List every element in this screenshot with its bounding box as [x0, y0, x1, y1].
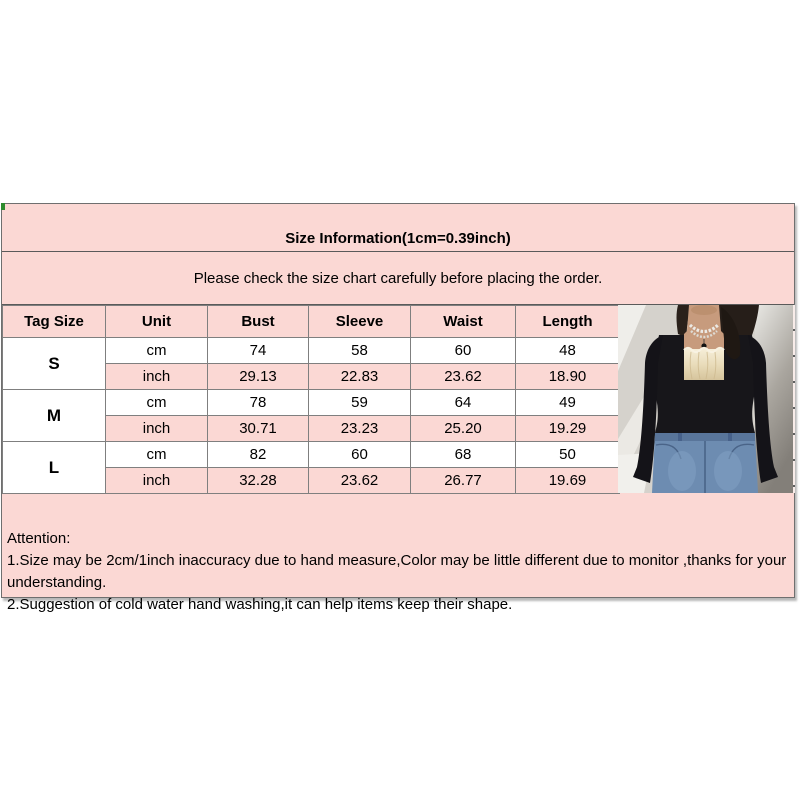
sheet-subtitle: Please check the size chart carefully before placing the order.: [2, 253, 794, 305]
size-label-s: S: [3, 338, 106, 390]
grid-edge-ticks: [793, 305, 795, 493]
unit-label: inch: [106, 468, 208, 494]
measurement-value: 23.62: [411, 364, 516, 390]
attention-heading: Attention:: [7, 530, 71, 547]
measurement-value: 48: [516, 338, 620, 364]
col-header-tag-size: Tag Size: [3, 306, 106, 338]
col-header-bust: Bust: [208, 306, 309, 338]
unit-label: cm: [106, 442, 208, 468]
jeans-waistband: [655, 433, 755, 441]
measurement-value: 60: [309, 442, 411, 468]
col-header-sleeve: Sleeve: [309, 306, 411, 338]
measurement-value: 23.23: [309, 416, 411, 442]
attention-section: [2, 493, 794, 613]
jeans-highlight: [668, 451, 696, 491]
sheet-title: Size Information(1cm=0.39inch): [2, 204, 794, 252]
measurement-value: 78: [208, 390, 309, 416]
col-header-unit: Unit: [106, 306, 208, 338]
measurement-value: 49: [516, 390, 620, 416]
measurement-value: 18.90: [516, 364, 620, 390]
measurement-value: 29.13: [208, 364, 309, 390]
measurement-value: 23.62: [309, 468, 411, 494]
measurement-value: 74: [208, 338, 309, 364]
belt-loop: [728, 433, 732, 441]
product-photo-illustration: [618, 305, 793, 493]
measurement-value: 58: [309, 338, 411, 364]
measurement-value: 64: [411, 390, 516, 416]
measurement-value: 68: [411, 442, 516, 468]
measurement-value: 50: [516, 442, 620, 468]
measurement-value: 32.28: [208, 468, 309, 494]
size-table: [2, 305, 620, 494]
unit-label: inch: [106, 416, 208, 442]
belt-loop: [678, 433, 682, 441]
measurement-value: 82: [208, 442, 309, 468]
measurement-value: 26.77: [411, 468, 516, 494]
attention-note-1: 1.Size may be 2cm/1inch inaccuracy due to hand measure,Color may be little different due to monitor ,thanks for your understanding.: [7, 552, 787, 591]
measurement-value: 25.20: [411, 416, 516, 442]
attention-note-2: 2.Suggestion of cold water hand washing,it can help items keep their shape.: [7, 596, 513, 613]
measurement-value: 60: [411, 338, 516, 364]
measurement-value: 30.71: [208, 416, 309, 442]
unit-label: cm: [106, 390, 208, 416]
col-header-length: Length: [516, 306, 620, 338]
size-info-sheet: [1, 203, 795, 613]
product-photo: [618, 305, 793, 493]
measurement-value: 59: [309, 390, 411, 416]
measurement-value: 19.69: [516, 468, 620, 494]
chin-shadow: [691, 305, 717, 315]
col-header-waist: Waist: [411, 306, 516, 338]
unit-label: inch: [106, 364, 208, 390]
table-row-l-cm: [3, 442, 620, 468]
jeans-highlight: [714, 451, 742, 491]
unit-label: cm: [106, 338, 208, 364]
measurement-value: 19.29: [516, 416, 620, 442]
table-row-m-cm: [3, 390, 620, 416]
size-label-l: L: [3, 442, 106, 494]
size-label-m: M: [3, 390, 106, 442]
table-header-row: [3, 306, 620, 338]
table-row-s-cm: [3, 338, 620, 364]
measurement-value: 22.83: [309, 364, 411, 390]
